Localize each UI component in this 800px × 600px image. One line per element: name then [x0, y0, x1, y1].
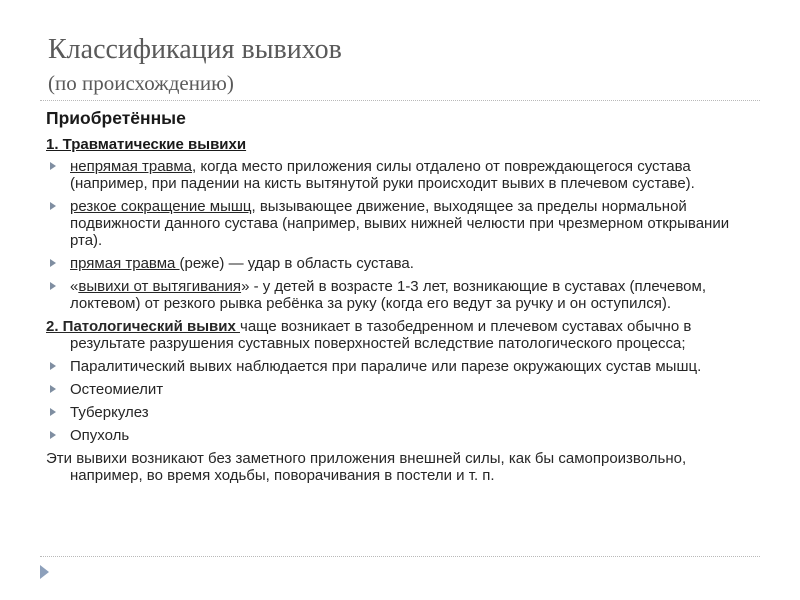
bullet-arrow-icon — [50, 385, 56, 393]
bottom-divider — [40, 556, 760, 557]
bullet-arrow-icon — [50, 259, 56, 267]
item-text: , когда место приложения силы отдалено от повреждающегося сустава (например, при падении на кисть вытянутой руки происходит вывих в плечевом суставе). — [70, 158, 695, 192]
item-term: вывихи от вытягивания — [78, 278, 242, 295]
bullet-arrow-icon — [50, 282, 56, 290]
slide-title: Классификация вывихов — [48, 34, 342, 65]
item-text: Паралитический вывих наблюдается при параличе или парезе окружающих сустав мышц. — [70, 358, 702, 375]
item-text: Опухоль — [70, 427, 130, 444]
pathological-dislocation-title: 2. Патологический вывих — [46, 318, 240, 335]
item-term: прямая травма — [70, 255, 180, 272]
item-term: непрямая травма — [70, 158, 192, 175]
closing-paragraph: Эти вывихи возникают без заметного приложения внешней силы, как бы самопроизвольно, например, во время ходьбы, поворачивания в постели и т. п. — [46, 450, 687, 484]
slide-content — [46, 106, 760, 490]
item-term: резкое сокращение мышц — [70, 198, 252, 215]
section-heading: Приобретённые — [46, 108, 186, 128]
list-item — [46, 158, 760, 192]
item-prefix: « — [70, 278, 79, 295]
top-divider — [40, 100, 760, 101]
item-text: Остеомиелит — [70, 381, 164, 398]
item-text: , вызывающее движение, выходящее за пределы нормальной подвижности данного сустава (например, вывих нижней челюсти при чрезмерном открывании рта). — [70, 198, 730, 249]
list-item — [46, 198, 760, 249]
list-item — [46, 278, 760, 312]
list-item — [46, 255, 760, 272]
item-text: Туберкулез — [70, 404, 149, 421]
bullet-arrow-icon — [50, 431, 56, 439]
list-item — [46, 427, 760, 444]
item-text: (реже) — удар в область сустава. — [179, 255, 414, 272]
list-item — [46, 358, 760, 375]
list-item — [46, 381, 760, 398]
traumatic-dislocations-title: 1. Травматические вывихи — [46, 136, 247, 153]
pathological-dislocation-paragraph — [46, 318, 760, 352]
slide-subtitle: (по происхождению) — [48, 71, 234, 95]
bullet-arrow-icon — [50, 162, 56, 170]
pathological-dislocation-text: чаще возникает в тазобедренном и плечевом суставах обычно в результате разрушения суставных поверхностей вследствие патологического процесса; — [70, 318, 692, 352]
list-item — [46, 404, 760, 421]
item-text: » - у детей в возрасте 1-3 лет, возникающие в суставах (плечевом, локтевом) от резкого рывка ребёнка за руку (когда его ведут за ручку и он оступился). — [70, 278, 707, 312]
bullet-arrow-icon — [50, 408, 56, 416]
bullet-arrow-icon — [50, 202, 56, 210]
bullet-arrow-icon — [50, 362, 56, 370]
next-slide-icon[interactable] — [40, 565, 49, 579]
